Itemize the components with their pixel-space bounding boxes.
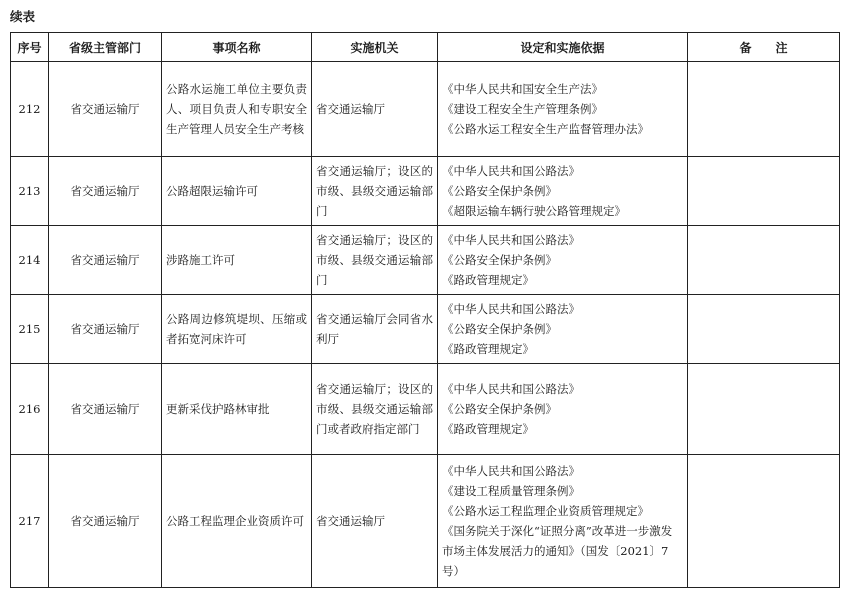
basis-line: 《路政管理规定》 xyxy=(442,342,534,356)
row-agency: 省交通运输厅；设区的市级、县级交通运输部门 xyxy=(312,157,438,226)
row-agency: 省交通运输厅；设区的市级、县级交通运输部门或者政府指定部门 xyxy=(312,364,438,455)
table-row xyxy=(11,226,840,295)
basis-line: 《公路安全保护条例》 xyxy=(442,253,557,267)
header-name: 事项名称 xyxy=(162,33,312,62)
row-dept: 省交通运输厅 xyxy=(49,226,162,295)
row-seq: 215 xyxy=(11,295,49,364)
row-seq: 213 xyxy=(11,157,49,226)
row-dept: 省交通运输厅 xyxy=(49,364,162,455)
row-basis xyxy=(438,157,688,226)
row-basis xyxy=(438,226,688,295)
row-dept: 省交通运输厅 xyxy=(49,455,162,588)
row-remark xyxy=(688,295,840,364)
basis-line: 《国务院关于深化“证照分离”改革进一步激发市场主体发展活力的通知》（国发〔2021〕7号） xyxy=(442,524,673,578)
table-header-row xyxy=(11,33,840,62)
row-basis xyxy=(438,364,688,455)
header-dept: 省级主管部门 xyxy=(49,33,162,62)
row-item-name: 公路工程监理企业资质许可 xyxy=(162,455,312,588)
table-caption: 续表 xyxy=(10,9,36,24)
row-remark xyxy=(688,157,840,226)
row-remark xyxy=(688,62,840,157)
row-remark xyxy=(688,226,840,295)
row-seq: 217 xyxy=(11,455,49,588)
basis-line: 《公路水运工程监理企业资质管理规定》 xyxy=(442,504,649,518)
table-row xyxy=(11,157,840,226)
row-agency: 省交通运输厅会同省水利厅 xyxy=(312,295,438,364)
header-basis: 设定和实施依据 xyxy=(438,33,688,62)
row-item-name: 公路水运施工单位主要负责人、项目负责人和专职安全生产管理人员安全生产考核 xyxy=(162,62,312,157)
header-remark: 备 注 xyxy=(688,33,840,62)
row-item-name: 涉路施工许可 xyxy=(162,226,312,295)
table-row xyxy=(11,364,840,455)
basis-line: 《中华人民共和国公路法》 xyxy=(442,233,580,247)
basis-line: 《中华人民共和国公路法》 xyxy=(442,164,580,178)
basis-line: 《公路安全保护条例》 xyxy=(442,184,557,198)
header-seq: 序号 xyxy=(11,33,49,62)
basis-line: 《中华人民共和国公路法》 xyxy=(442,302,580,316)
row-item-name: 更新采伐护路林审批 xyxy=(162,364,312,455)
header-agency: 实施机关 xyxy=(312,33,438,62)
row-basis xyxy=(438,455,688,588)
row-dept: 省交通运输厅 xyxy=(49,62,162,157)
row-agency: 省交通运输厅 xyxy=(312,455,438,588)
row-dept: 省交通运输厅 xyxy=(49,295,162,364)
basis-line: 《中华人民共和国安全生产法》 xyxy=(442,82,603,96)
basis-line: 《路政管理规定》 xyxy=(442,422,534,436)
row-item-name: 公路周边修筑堤坝、压缩或者拓宽河床许可 xyxy=(162,295,312,364)
items-table xyxy=(10,32,840,588)
row-basis xyxy=(438,62,688,157)
basis-line: 《建设工程质量管理条例》 xyxy=(442,484,580,498)
basis-line: 《公路水运工程安全生产监督管理办法》 xyxy=(442,122,649,136)
row-agency: 省交通运输厅；设区的市级、县级交通运输部门 xyxy=(312,226,438,295)
basis-line: 《建设工程安全生产管理条例》 xyxy=(442,102,603,116)
row-agency: 省交通运输厅 xyxy=(312,62,438,157)
table-row xyxy=(11,62,840,157)
row-seq: 214 xyxy=(11,226,49,295)
row-remark xyxy=(688,364,840,455)
table-row xyxy=(11,455,840,588)
row-dept: 省交通运输厅 xyxy=(49,157,162,226)
basis-line: 《中华人民共和国公路法》 xyxy=(442,382,580,396)
row-basis xyxy=(438,295,688,364)
basis-line: 《超限运输车辆行驶公路管理规定》 xyxy=(442,204,626,218)
row-remark xyxy=(688,455,840,588)
basis-line: 《中华人民共和国公路法》 xyxy=(442,464,580,478)
row-seq: 216 xyxy=(11,364,49,455)
basis-line: 《路政管理规定》 xyxy=(442,273,534,287)
row-item-name: 公路超限运输许可 xyxy=(162,157,312,226)
table-row xyxy=(11,295,840,364)
row-seq: 212 xyxy=(11,62,49,157)
basis-line: 《公路安全保护条例》 xyxy=(442,402,557,416)
basis-line: 《公路安全保护条例》 xyxy=(442,322,557,336)
